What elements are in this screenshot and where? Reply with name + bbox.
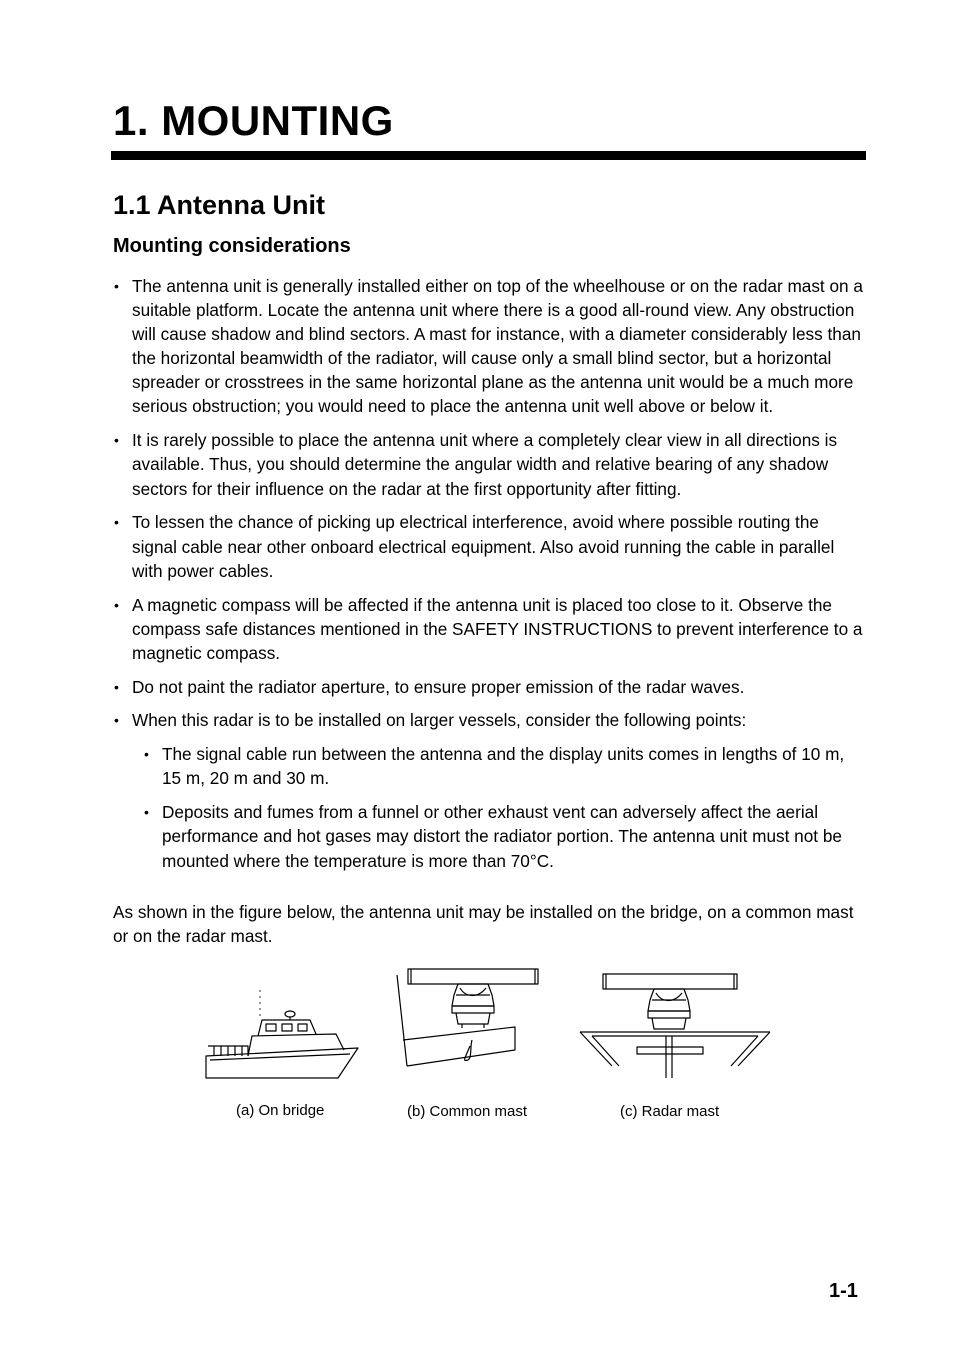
chapter-rule [111, 151, 866, 160]
list-item: • To lessen the chance of picking up electrical interference, avoid where possible routing the signal cable near other onboard electrical equipment. Also avoid running the cable in parallel with power cables. [113, 510, 865, 582]
caption-common-mast: (b) Common mast [407, 1103, 528, 1120]
list-item-text: When this radar is to be installed on larger vessels, consider the following points: [132, 710, 747, 731]
list-item: • Do not paint the radiator aperture, to ensure proper emission of the radar waves. [113, 675, 865, 699]
list-item: • It is rarely possible to place the antenna unit where a completely clear view in all directions is available. Thus, you should determine the angular width and relative bearing of any shadow sectors for their influence on the radar at the first opportunity after fitting. [113, 428, 865, 500]
closing-paragraph: As shown in the figure below, the antenna unit may be installed on the bridge, on a common mast or on the radar mast. [113, 902, 854, 947]
common-mast-illustration [397, 969, 538, 1066]
considerations-list [113, 274, 865, 882]
caption-on-bridge: (a) On bridge [236, 1102, 325, 1119]
chapter-title: 1. MOUNTING [113, 97, 394, 144]
page-number: 1-1 [829, 1280, 858, 1302]
list-item: • The antenna unit is generally installed either on top of the wheelhouse or on the radar mast on a suitable platform. Locate the antenna unit where there is a good all-round view. Any obstruction will cause shadow and blind sectors. A mast for instance, with a diameter considerably less than the horizontal beamwidth of the radiator, will cause only a small blind sector, but a horizontal spreader or crosstrees in the same horizontal plane as the antenna unit would be a much more serious obstruction; you would need to place the antenna unit well above or below it. [113, 274, 865, 419]
sub-list-item: • Deposits and fumes from a funnel or other exhaust vent can adversely affect the aerial performance and hot gases may distort the radiator portion. The antenna unit must not be mounted where the temperature is more than 70°C. [132, 800, 865, 872]
radar-mast-illustration [580, 974, 770, 1078]
section-title: 1.1 Antenna Unit [113, 190, 326, 220]
list-item: • A magnetic compass will be affected if the antenna unit is placed too close to it. Observe the compass safe distances mentioned in the SAFETY INSTRUCTIONS to prevent interference to a magnetic compass. [113, 593, 865, 665]
subsection-title: Mounting considerations [113, 235, 351, 257]
boat-illustration [206, 990, 358, 1078]
list-item-larger-vessels [113, 708, 865, 872]
larger-vessels-list [132, 742, 865, 872]
sub-list-item: • The signal cable run between the antenna and the display units comes in lengths of 10 m, 15 m, 20 m and 30 m. [132, 742, 865, 790]
mounting-figure [195, 965, 780, 1090]
caption-radar-mast: (c) Radar mast [620, 1103, 720, 1120]
